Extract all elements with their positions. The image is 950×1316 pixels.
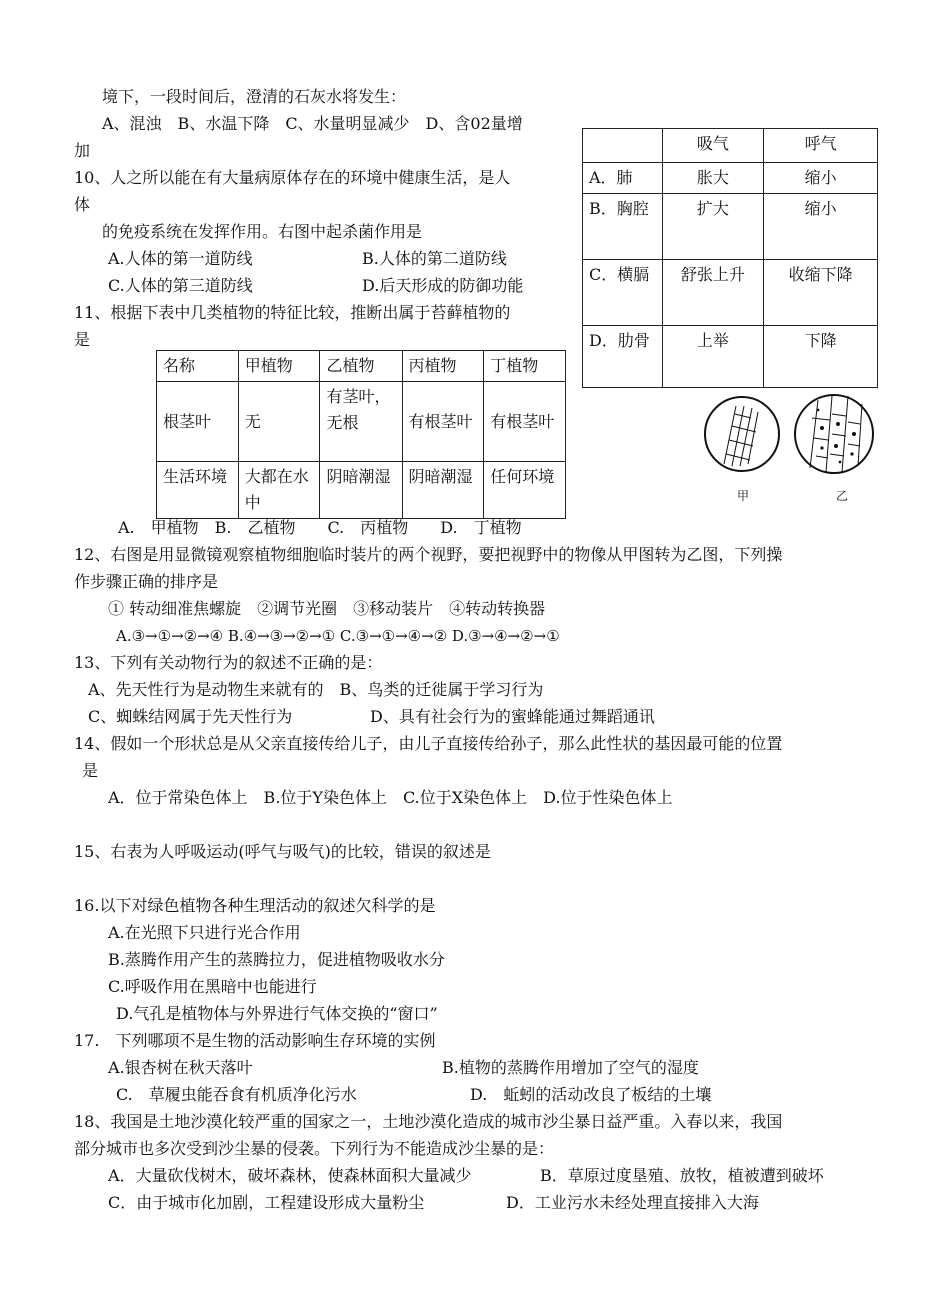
question-13: 13、下列有关动物行为的叙述不正确的是： — [74, 653, 383, 672]
table-cell: 生活环境 — [157, 462, 239, 519]
microscope-view-yi — [792, 392, 876, 476]
options-12: A.③→①→②→④ B.④→③→②→① C.③→①→④→② D.③→④→②→① — [116, 627, 560, 645]
option-17-d: D. 蚯蚓的活动改良了板结的土壤 — [470, 1085, 712, 1104]
option-c: C.人体的第三道防线 — [108, 276, 253, 295]
option-16-c: C.呼吸作用在黑暗中也能进行 — [108, 977, 317, 996]
options-11: A. 甲植物 B. 乙植物 C. 丙植物 D. 丁植物 — [118, 518, 522, 537]
table-cell: 大都在水中 — [238, 462, 320, 519]
steps-list: ① 转动细准焦螺旋 ②调节光圈 ③移动装片 ④转动转换器 — [108, 599, 546, 618]
text-line: 作步骤正确的排序是 — [74, 572, 219, 591]
table-cell: 无 — [238, 382, 320, 462]
option-18-d: D．工业污水未经处理直接排入大海 — [506, 1193, 759, 1212]
question-16: 16.以下对绿色植物各种生理活动的叙述欠科学的是 — [74, 896, 436, 915]
table-cell: 阴暗潮湿 — [402, 462, 484, 519]
table-cell: 有根茎叶 — [402, 382, 484, 462]
table-cell: C．横膈 — [583, 260, 663, 326]
table-cell: 阴暗潮湿 — [320, 462, 402, 519]
text-line: 部分城市也多次受到沙尘暴的侵袭。下列行为不能造成沙尘暴的是： — [74, 1139, 555, 1158]
table-cell: 缩小 — [764, 194, 878, 260]
table-cell: 丁植物 — [484, 351, 566, 382]
options-13-ab: A、先天性行为是动物生来就有的 B、鸟类的迁徙属于学习行为 — [88, 680, 544, 699]
option-13-c: C、蜘蛛结网属于先天性行为 — [88, 707, 293, 726]
table-cell: 下降 — [764, 326, 878, 388]
table-cell: 丙植物 — [402, 351, 484, 382]
question-10: 10、人之所以能在有大量病原体存在的环境中健康生活，是人 — [74, 168, 511, 187]
option-a: A.人体的第一道防线 — [108, 249, 253, 268]
table-cell: 舒张上升 — [662, 260, 764, 326]
text-line: 境下，一段时间后，澄清的石灰水将发生： — [102, 87, 407, 106]
figure-label-jia: 甲 — [737, 489, 750, 503]
question-14: 14、假如一个形状总是从父亲直接传给儿子，由儿子直接传给孙子，那么此性状的基因最可能的位置 — [74, 734, 783, 753]
table-cell: B．胸腔 — [583, 194, 663, 260]
table-cell: 根茎叶 — [157, 382, 239, 462]
question-17: 17. 下列哪项不是生物的活动影响生存环境的实例 — [74, 1031, 436, 1050]
options-14: A．位于常染色体上 B.位于Y染色体上 C.位于X染色体上 D.位于性染色体上 — [108, 788, 673, 807]
option-17-a: A.银杏树在秋天落叶 — [108, 1058, 253, 1077]
microscope-view-jia — [702, 394, 782, 474]
option-18-c: C．由于城市化加剧，工程建设形成大量粉尘 — [108, 1193, 425, 1212]
option-16-d: D.气孔是植物体与外界进行气体交换的“窗口” — [116, 1004, 438, 1023]
table-cell: 名称 — [157, 351, 239, 382]
question-18: 18、我国是土地沙漠化较严重的国家之一，土地沙漠化造成的城市沙尘暴日益严重。入春以来，我国 — [74, 1112, 783, 1131]
text-line: 是 — [82, 761, 99, 780]
question-15: 15、右表为人呼吸运动(呼气与吸气)的比较，错误的叙述是 — [74, 842, 491, 861]
option-b: B.人体的第二道防线 — [362, 249, 507, 268]
text-line: A、混浊 B、水温下降 C、水量明显减少 D、含02量增 — [102, 114, 523, 133]
table-cell: 扩大 — [662, 194, 764, 260]
table-cell: 呼气 — [764, 129, 878, 163]
figure-label-yi: 乙 — [836, 489, 849, 503]
table-cell — [583, 129, 663, 163]
table-cell: 吸气 — [662, 129, 764, 163]
table-cell: 甲植物 — [238, 351, 320, 382]
question-12: 12、右图是用显微镜观察植物细胞临时装片的两个视野，要把视野中的物像从甲图转为乙图，下列操 — [74, 545, 783, 564]
text-line: 加 — [74, 141, 91, 160]
table-cell: 收缩下降 — [764, 260, 878, 326]
option-d: D.后天形成的防御功能 — [362, 276, 524, 295]
option-17-b: B.植物的蒸腾作用增加了空气的湿度 — [442, 1058, 699, 1077]
option-16-a: A.在光照下只进行光合作用 — [108, 923, 301, 942]
option-18-b: B．草原过度垦殖、放牧，植被遭到破坏 — [540, 1166, 824, 1185]
table-cell: 任何环境 — [484, 462, 566, 519]
text-line: 是 — [74, 330, 91, 349]
table-cell: 有茎叶，无根 — [320, 382, 402, 462]
text-line: 体 — [74, 195, 91, 214]
plant-comparison-table — [156, 350, 566, 519]
table-cell: 上举 — [662, 326, 764, 388]
text-line: 的免疫系统在发挥作用。右图中起杀菌作用是 — [102, 222, 423, 241]
respiration-table — [582, 128, 878, 388]
table-cell: A．肺 — [583, 163, 663, 194]
option-13-d: D、具有社会行为的蜜蜂能通过舞蹈通讯 — [370, 707, 655, 726]
table-cell: 乙植物 — [320, 351, 402, 382]
table-cell: 胀大 — [662, 163, 764, 194]
option-18-a: A．大量砍伐树木，破坏森林，使森林面积大量减少 — [108, 1166, 472, 1185]
table-cell: 有根茎叶 — [484, 382, 566, 462]
option-16-b: B.蒸腾作用产生的蒸腾拉力，促进植物吸收水分 — [108, 950, 445, 969]
option-17-c: C. 草履虫能吞食有机质净化污水 — [116, 1085, 357, 1104]
table-cell: 缩小 — [764, 163, 878, 194]
table-cell: D．肋骨 — [583, 326, 663, 388]
question-11: 11、根据下表中几类植物的特征比较，推断出属于苔藓植物的 — [74, 303, 511, 322]
